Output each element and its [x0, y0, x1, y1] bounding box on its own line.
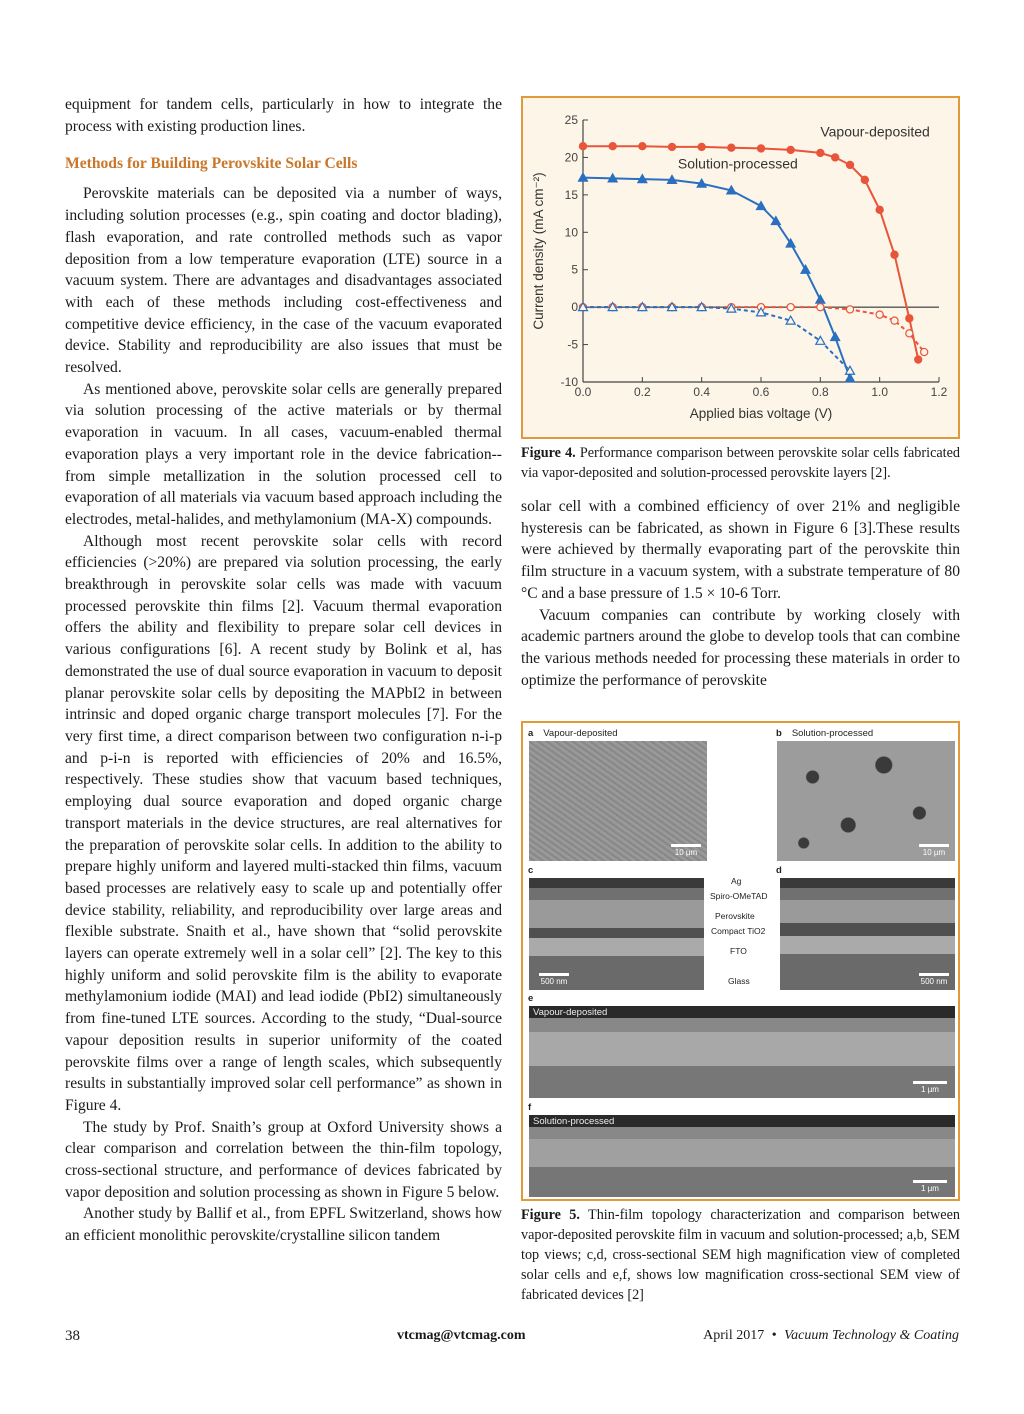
paragraph: Perovskite materials can be deposited via a number of ways, including solution processes (e.g., spin coating and doctor blading), flash evaporation, and rate controlled methods such as vapor deposition from a low temperature evaporation (LTE) source in a vacuum system. There are advantages and disadvantages associated with each of these methods including cost-effectiveness and competitive device efficiency, in the case of the vacuum evaporated device. Stability and reproducibility are also issues that must be resolved. [65, 185, 502, 377]
figure-5-caption [521, 1205, 960, 1305]
left-column [65, 94, 502, 1247]
data-point-circle [728, 144, 735, 151]
data-point-circle [846, 306, 853, 313]
paragraph: As mentioned above, perovskite solar cells are generally prepared via solution processing of the active materials or by thermal evaporation in vacuum. In all cases, vacuum-enabled thermal evaporation plays a very important role in the device fabrication--from simple metallization in the solution processed cell to evaporation of all materials via vacuum based approach including the electrodes, metal-halides, and methylamonium (MA-X) compounds. [65, 380, 502, 528]
y-tick-label: 0 [571, 300, 578, 315]
data-point-circle [876, 311, 883, 318]
data-point-circle [915, 356, 922, 363]
y-tick-label: 10 [564, 225, 578, 240]
data-point-circle [668, 143, 675, 150]
panel-f-title: Solution-processed [533, 1116, 615, 1128]
data-point-circle [846, 161, 853, 168]
paragraph: Another study by Ballif et al., from EPFL Switzerland, shows how an efficient monolithic perovskite/crystalline silicon tandem [65, 1205, 502, 1245]
panel-f-label: f [528, 1102, 532, 1114]
panel-b-label: b Solution-processed [776, 728, 874, 740]
data-point-circle [787, 304, 794, 311]
paragraph-intro: equipment for tandem cells, particularly in how to integrate the process with existing production lines. [65, 96, 502, 135]
data-point-circle [639, 143, 646, 150]
page-number: 38 [65, 1328, 80, 1344]
panel-e-title: Vapour-deposited [533, 1007, 608, 1019]
data-point-circle [579, 143, 586, 150]
section-heading: Methods for Building Perovskite Solar Cells [65, 155, 358, 173]
x-tick-label: 0.2 [633, 385, 651, 399]
scale-bar: 10 µm [671, 844, 701, 857]
sem-image-d [780, 878, 955, 990]
x-tick-label: 0.8 [811, 385, 829, 399]
caption-text: Thin-film topology characterization and comparison between vapor-deposited perovskite film in vacuum and solution-processed; a,b, SEM top views; c,d, cross-sectional SEM high magnification view of completed solar cells and e,f, shows low magnification cross-sectional SEM view of fabricated devices [2] [521, 1207, 960, 1304]
data-point-circle [757, 145, 764, 152]
layer-label: Perovskite [715, 911, 755, 922]
annotation-vapour: Vapour-deposited [820, 123, 930, 140]
layer-label: FTO [730, 946, 747, 957]
panel-d-label: d [776, 865, 782, 877]
layer-label: Glass [728, 976, 750, 987]
panel-c-label: c [528, 865, 534, 877]
caption-text: Performance comparison between perovskite solar cells fabricated via vapor-deposited and solution-processed perovskite layers [2]. [521, 445, 960, 481]
figure-label: Figure 5. [521, 1207, 580, 1224]
data-point-circle [906, 330, 913, 337]
data-point-circle [891, 251, 898, 258]
x-tick-label: 0.0 [574, 385, 592, 399]
data-point-circle [876, 206, 883, 213]
data-point-circle [861, 176, 868, 183]
panel-a-label: a Vapour-deposited [528, 728, 618, 740]
data-point-circle [891, 317, 898, 324]
paragraph: Although most recent perovskite solar cells with record efficiencies (>20%) are prepared via solution processing, the early breakthrough in perovskite solar cells was made with vacuum processed perovskite thin films [2]. Vacuum thermal evaporation offers the ability and flexibility to prepare solar cell devices in various configurations [6]. A recent study by Bolink et al, has demonstrated the use of dual source evaporation in vacuum to deposit planar perovskite solar cells by depositing the MAPbI2 in between intrinsic and doped organic charge transport molecules [7]. For the very first time, a direct comparison between two configuration n-i-p and p-i-n is reported with efficiencies of 20% and 16.5%, respectively. These studies show that vacuum based techniques, employing dual source evaporation and doped organic charge transport materials in the device structures, are real alternatives for the preparation of perovskite solar cells. In addition to the ability to prepare highly uniform and layered multi-stacked thin films, vacuum based processes are relatively easy to scale up and potentially offer device stability, reliability, and reproducibility over large areas and flexible substrate. Snaith et al., have shown that “solid perovskite layers can operate extremely well in a solar cell” [2]. The key to this highly uniform and solid perovskite film is the ability to evaporate methylamonium iodide (MAI) and lead iodide (PbI2) simultaneously from fine-tuned LTE sources. According to the study, “Dual-source vapour deposition results in superior uniformity of the coated perovskite films over a range of length scales, which subsequently results in substantially improved solar cell performance” as shown in Figure 4. [65, 532, 502, 1114]
scale-bar: 1 µm [913, 1081, 947, 1094]
paragraph: Vacuum companies can contribute by working closely with academic partners around the globe to develop tools that can combine the various methods needed for processing these materials in order to optimize the performance of perovskite [521, 606, 960, 689]
paragraph: solar cell with a combined efficiency of over 21% and negligible hysteresis can be fabricated, as shown in Figure 6 [3].These results were achieved by thermally evaporating part of the perovskite thin film structure in a vacuum system, with a substrate temperature of 80 °C and a base pressure of 1.5 × 10-6 Torr. [521, 498, 960, 602]
layer-label: Spiro-OMeTAD [710, 891, 768, 902]
layer-label: Ag [731, 876, 742, 887]
scale-bar: 500 nm [539, 973, 569, 986]
x-tick-label: 0.4 [693, 385, 711, 399]
scale-bar: 1 µm [913, 1180, 947, 1193]
annotation-solution: Solution-processed [677, 155, 798, 172]
data-point-circle [832, 154, 839, 161]
y-tick-label: -10 [560, 375, 578, 389]
data-point-circle [906, 315, 913, 322]
data-point-circle [921, 348, 928, 355]
data-point-circle [817, 149, 824, 156]
figure-label: Figure 4. [521, 445, 576, 461]
footer-bullet: • [771, 1328, 777, 1343]
panel-e-label: e [528, 993, 534, 1005]
footer-issue [703, 1328, 959, 1344]
issue-date: April 2017 [703, 1328, 765, 1343]
data-point-circle [698, 143, 705, 150]
x-tick-label: 1.0 [871, 385, 889, 399]
sem-image-f [529, 1115, 955, 1197]
figure-4-chart [521, 96, 960, 439]
y-axis-label: Current density (mA cm⁻²) [531, 172, 546, 330]
data-point-circle [609, 143, 616, 150]
data-point-circle [787, 146, 794, 153]
footer-email: vtcmag@vtcmag.com [397, 1328, 526, 1343]
sem-image-c [529, 878, 704, 990]
y-tick-label: 25 [564, 113, 578, 127]
sem-image-b [777, 741, 955, 861]
y-tick-label: -5 [567, 337, 578, 352]
x-tick-label: 1.2 [930, 385, 948, 399]
scale-bar: 10 µm [919, 844, 949, 857]
y-tick-label: 15 [564, 187, 578, 202]
x-tick-label: 0.6 [752, 385, 770, 399]
layer-label: Compact TiO2 [711, 926, 766, 937]
figure-4-caption [521, 443, 960, 483]
right-column [521, 96, 960, 1305]
sem-image-e [529, 1006, 955, 1098]
figure-5-sem-images [521, 721, 960, 1201]
jv-curve-chart [523, 98, 958, 437]
x-axis-label: Applied bias voltage (V) [689, 406, 833, 421]
sem-image-a [529, 741, 707, 861]
y-tick-label: 5 [571, 262, 578, 277]
paragraph: The study by Prof. Snaith’s group at Oxford University shows a clear comparison and correlation between the thin-film topology, cross-sectional structure, and performance of devices fabricated by vapor deposition and solution processing as shown in Figure 5 below. [65, 1118, 502, 1201]
scale-bar: 500 nm [919, 973, 949, 986]
data-point-circle [817, 304, 824, 311]
journal-name: Vacuum Technology & Coating [784, 1328, 959, 1343]
y-tick-label: 20 [564, 150, 578, 165]
